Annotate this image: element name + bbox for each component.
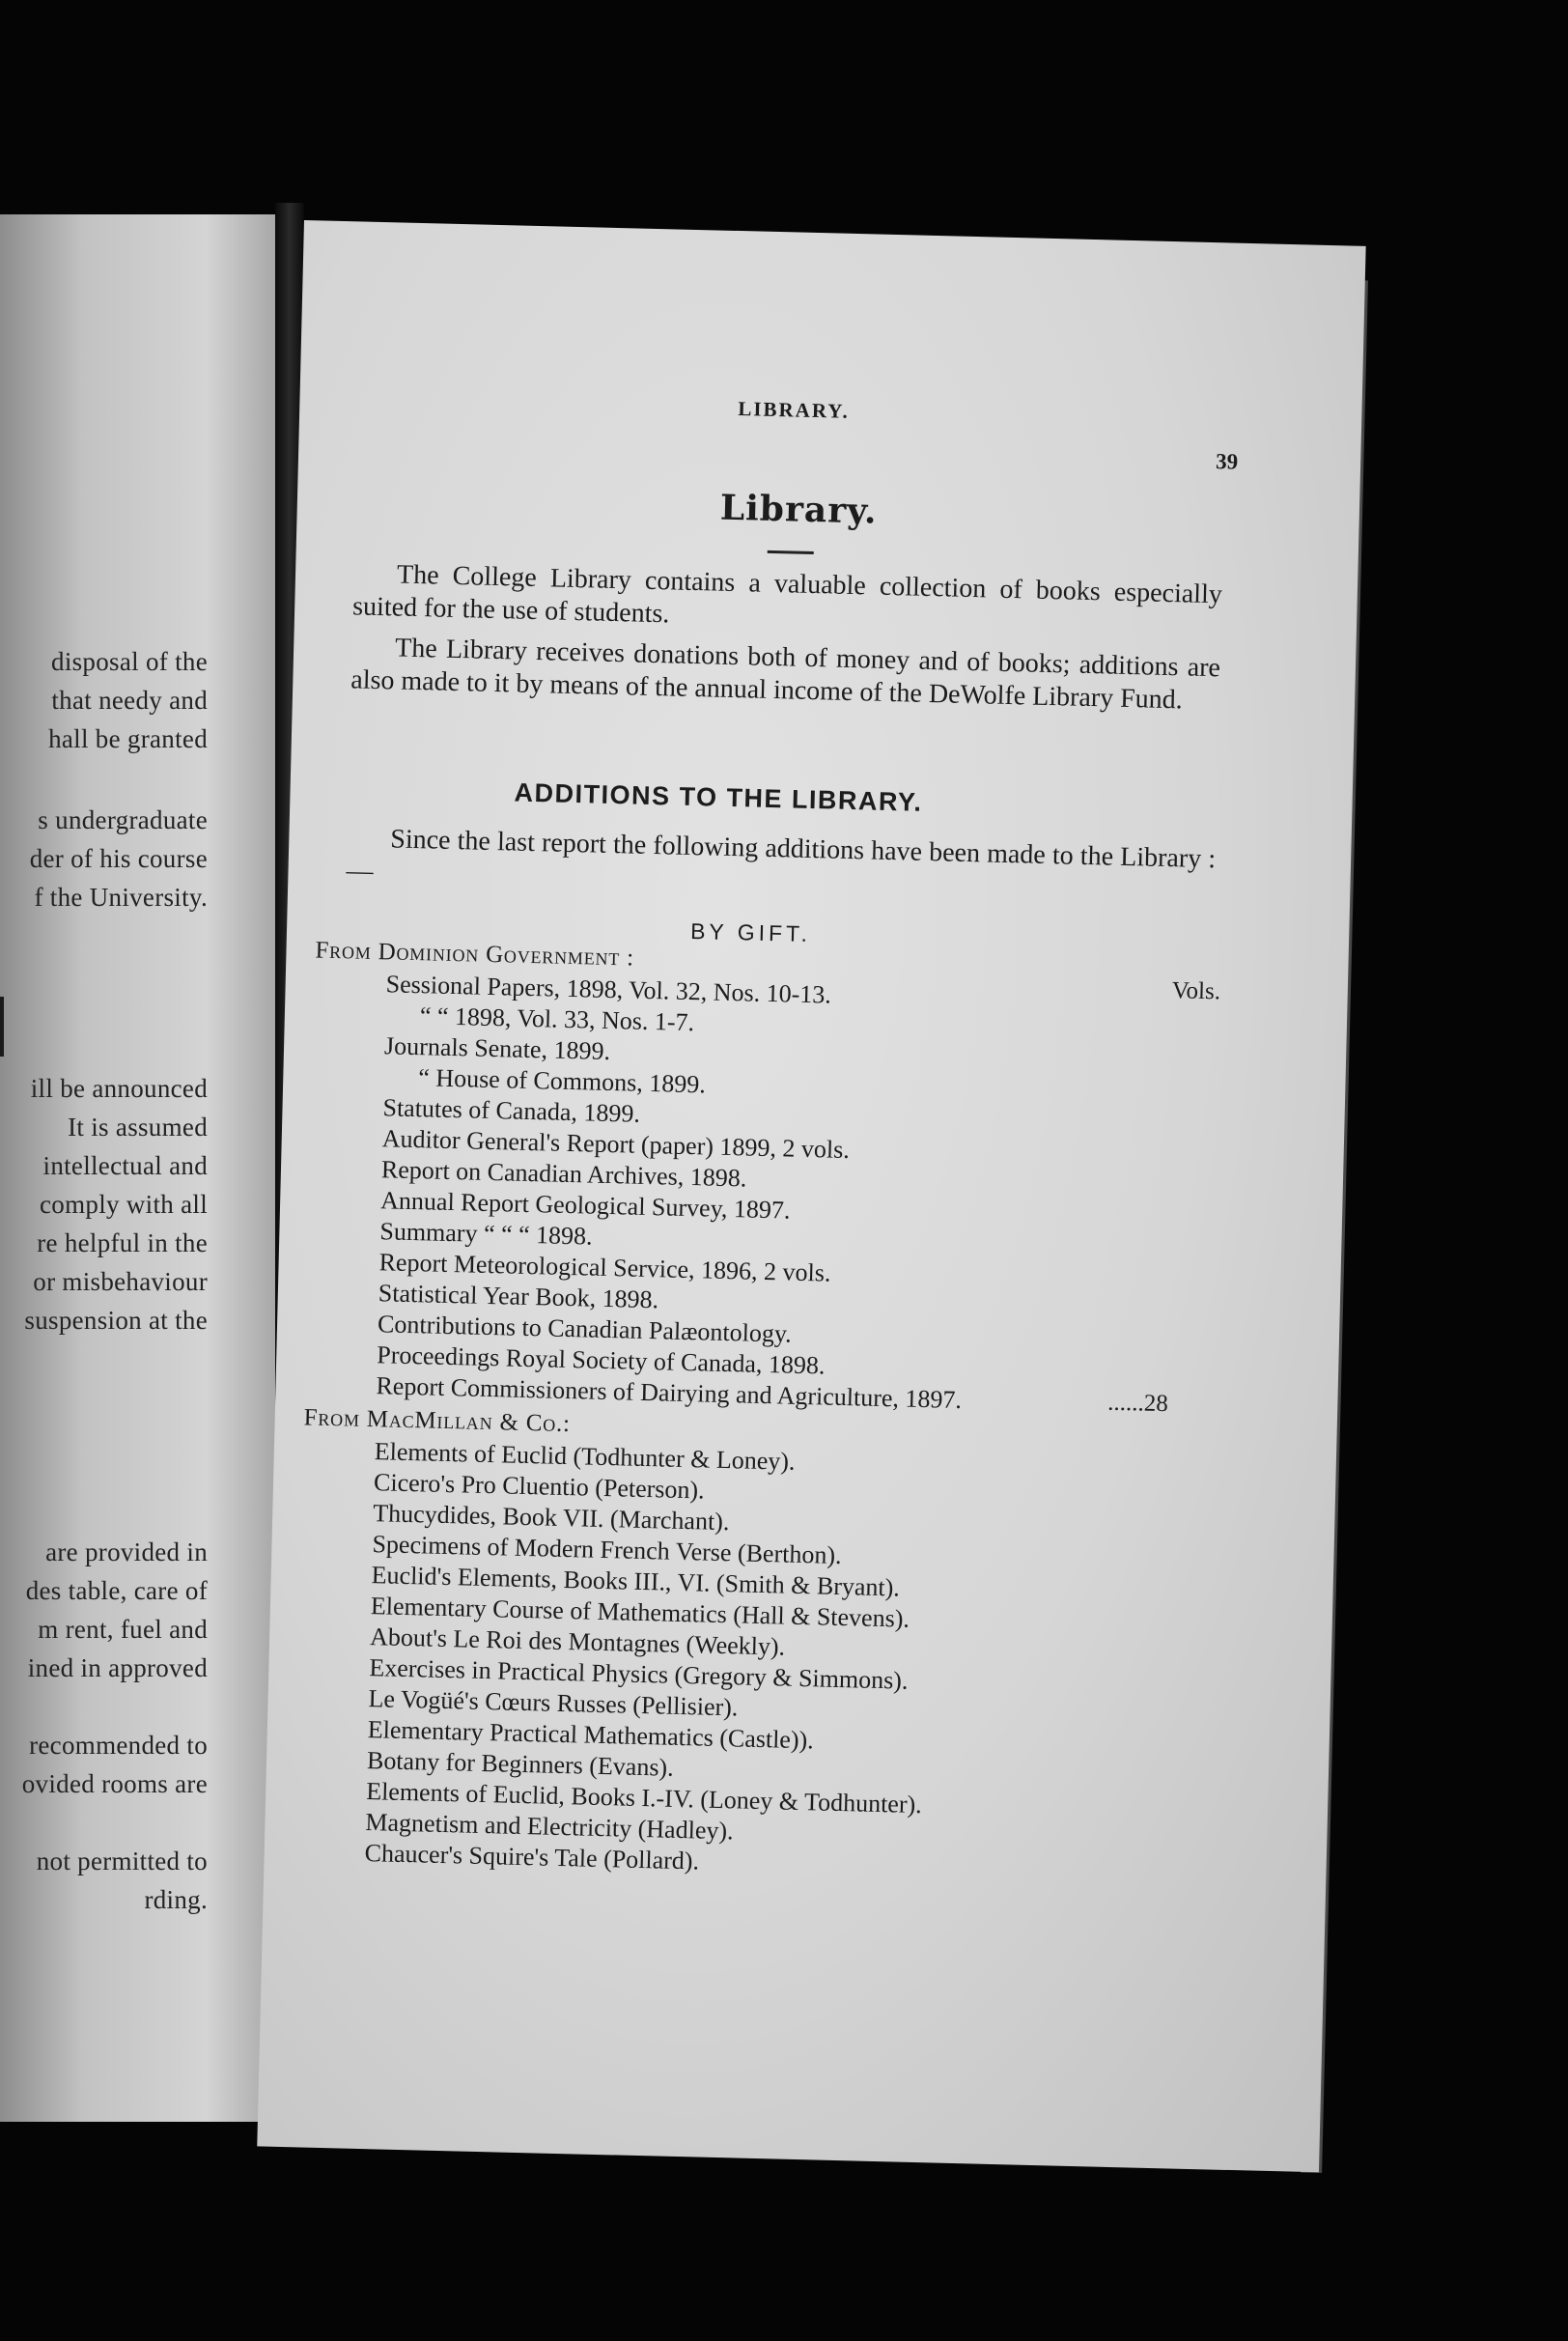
additions-intro-block — [346, 822, 1216, 909]
left-page-line: rding. — [144, 1885, 208, 1914]
list-item: Statutes of Canada, 1899. — [382, 1093, 641, 1128]
list-item: About's Le Roi des Montagnes (Weekly). — [369, 1622, 786, 1661]
list-item: Report Commissioners of Dairying and Agriculture, 1897. — [376, 1371, 963, 1414]
left-page-line: ovided rooms are — [21, 1769, 208, 1798]
left-page-line: ined in approved — [27, 1653, 208, 1682]
left-page-line: der of his course — [29, 844, 208, 873]
left-page-line: are provided in — [45, 1537, 208, 1566]
left-page-line: s undergraduate — [38, 805, 208, 834]
list-item: Cicero's Pro Cluentio (Peterson). — [373, 1468, 705, 1505]
source-label: From MacMillan & Co.: — [303, 1404, 572, 1438]
left-page-line: that needy and — [51, 686, 208, 715]
intro-paragraph: The College Library contains a valuable collection of books especially suited for the use of students. — [351, 559, 1223, 630]
list-item: Exercises in Practical Physics (Gregory & Simmons). — [369, 1653, 909, 1695]
left-page-line: recommended to — [29, 1731, 208, 1760]
left-page-line: suspension at the — [24, 1306, 208, 1335]
left-page-line: intellectual and — [42, 1151, 208, 1180]
left-page-line: It is assumed — [68, 1113, 208, 1142]
list-item: “ House of Commons, 1899. — [417, 1063, 707, 1099]
list-item: Proceedings Royal Society of Canada, 1898. — [376, 1340, 826, 1380]
volume-count: ......28 — [1107, 1389, 1169, 1418]
list-item: Sessional Papers, 1898, Vol. 32, Nos. 10-13. — [385, 970, 832, 1009]
list-item: Chaucer's Squire's Tale (Pollard). — [364, 1839, 700, 1876]
left-page-line: m rent, fuel and — [38, 1615, 208, 1644]
title-rule — [768, 550, 814, 554]
vols-column-label: Vols. — [1171, 977, 1221, 1005]
left-page-line: ill be announced — [30, 1074, 208, 1103]
list-item: Summary “ “ “ 1898. — [379, 1217, 593, 1251]
left-page-line: or misbehaviour — [33, 1267, 208, 1296]
list-item: Specimens of Modern French Verse (Berthon). — [372, 1530, 842, 1570]
list-item: Botany for Beginners (Evans). — [366, 1746, 675, 1782]
right-page — [257, 220, 1365, 2172]
left-page-line: des table, care of — [25, 1576, 208, 1605]
running-head: LIBRARY. — [738, 397, 851, 423]
intro-paragraph: The Library receives donations both of money and of books; additions are also made to it by means of the annual income of the DeWolfe Library Fund. — [350, 633, 1221, 716]
intro-paragraphs — [350, 557, 1222, 718]
list-item: Magnetism and Electricity (Hadley). — [365, 1808, 734, 1846]
list-item: Auditor General's Report (paper) 1899, 2 vols. — [381, 1124, 851, 1165]
list-item: Statistical Year Book, 1898. — [378, 1279, 659, 1314]
list-item: Euclid's Elements, Books III., VI. (Smith & Bryant). — [371, 1561, 901, 1602]
list-item: Report on Canadian Archives, 1898. — [380, 1155, 747, 1193]
list-item: Annual Report Geological Survey, 1897. — [379, 1186, 791, 1225]
list-item: Contributions to Canadian Palæontology. — [377, 1310, 793, 1348]
left-page — [0, 214, 275, 2122]
left-page-line: comply with all — [40, 1190, 208, 1219]
left-page-line: re helpful in the — [37, 1228, 208, 1257]
list-item: Elements of Euclid, Books I.-IV. (Loney & Todhunter). — [365, 1777, 923, 1819]
left-page-line: disposal of the — [51, 647, 208, 676]
list-item: Elementary Course of Mathematics (Hall & Stevens). — [370, 1592, 910, 1633]
list-item: Thucydides, Book VII. (Marchant). — [372, 1499, 730, 1537]
list-item: Le Vogüé's Cœurs Russes (Pellisier). — [368, 1684, 739, 1722]
left-page-line: f the University. — [34, 883, 208, 912]
page-number: 39 — [1215, 449, 1239, 474]
additions-intro: Since the last report the following additions have been made to the Library :— — [346, 824, 1217, 887]
left-page-line: not permitted to — [36, 1847, 208, 1876]
list-item: Report Meteorological Service, 1896, 2 vols. — [378, 1248, 831, 1287]
margin-mark — [0, 997, 4, 1057]
list-item: Elements of Euclid (Todhunter & Loney). — [374, 1437, 796, 1476]
list-item: “ “ 1898, Vol. 33, Nos. 1-7. — [419, 1001, 695, 1037]
list-item: Elementary Practical Mathematics (Castle)). — [367, 1715, 815, 1755]
left-page-line: hall be granted — [48, 724, 208, 753]
by-gift-heading: BY GIFT. — [689, 917, 812, 947]
list-item: Journals Senate, 1899. — [383, 1031, 611, 1065]
page-title: Library. — [719, 487, 879, 532]
additions-heading: ADDITIONS TO THE LIBRARY. — [514, 777, 923, 817]
source-label: From Dominion Government : — [315, 937, 635, 972]
